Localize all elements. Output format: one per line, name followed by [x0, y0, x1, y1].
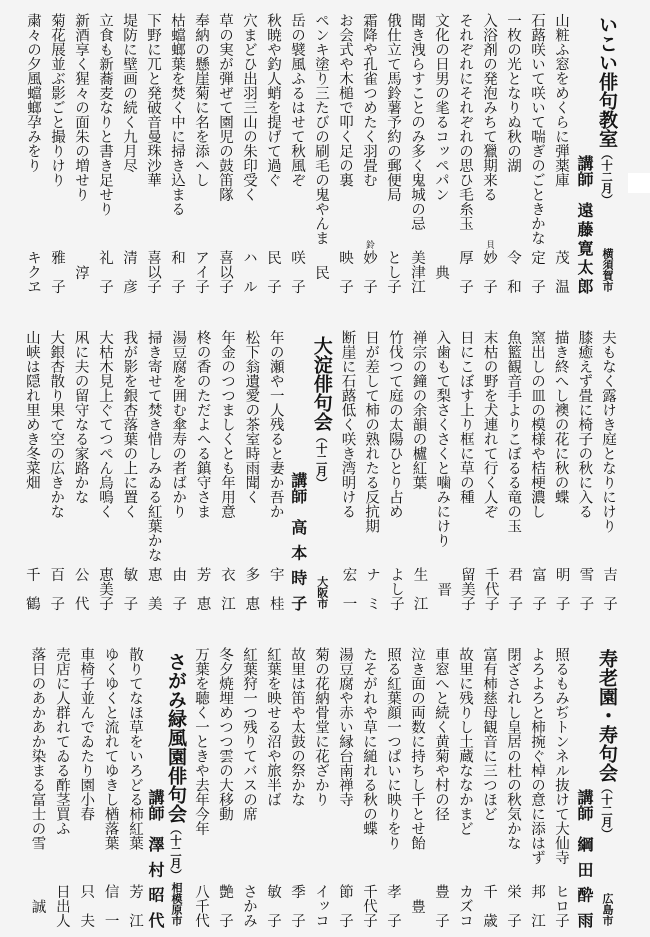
- poem-text: 岳の襞風ふるはせて秋風ぞ: [289, 13, 305, 187]
- poem-column: [166, 329, 190, 611]
- poem-author: 和 子: [169, 250, 185, 294]
- poem-author: 雪 子: [577, 567, 594, 611]
- poem-column: [93, 12, 117, 294]
- poem-column: [478, 329, 502, 611]
- poem-text: 下野に兀と発破音曼珠沙華: [145, 13, 161, 187]
- poem-column: [117, 329, 141, 611]
- poem-text: 冬夕焼埋めつつ雲の大移動: [217, 647, 233, 821]
- group-month: （十二月）: [314, 431, 329, 489]
- poem-column: [405, 646, 429, 928]
- poem-text: 我が影を銀杏落葉の上に置く: [121, 330, 138, 519]
- poem-author: キクヱ: [25, 250, 41, 294]
- poem-column: [429, 646, 453, 928]
- poem-author: さかみ: [241, 884, 257, 928]
- poem-text: 故里に残りし土蔵ななかまど: [457, 647, 473, 836]
- poem-column: [93, 329, 117, 611]
- poem-author: 百 子: [48, 567, 65, 611]
- poem-column: [68, 329, 92, 611]
- poem-author: 恵 美: [145, 567, 162, 611]
- poem-author: 由 子: [170, 567, 187, 611]
- poem-text: 立食も新蕎麦なりと書き足せり: [97, 13, 113, 216]
- poem-column: [309, 646, 333, 928]
- poem-author: 只 夫: [78, 884, 95, 928]
- poem-author: 喜以子: [217, 250, 233, 294]
- poem-column: [383, 329, 407, 611]
- poem-text: 柊の香のただよへる鎮守さま: [194, 330, 211, 519]
- poem-column: [525, 12, 549, 294]
- poem-author: 茂 温: [553, 250, 569, 294]
- poem-text: 新酒享く猩々の面朱の増せり: [73, 13, 89, 202]
- poem-text: 日が差して柿の熟れたる反抗期: [363, 330, 380, 533]
- poem-author: 豊: [409, 898, 425, 914]
- poem-column: [21, 12, 45, 294]
- poem-column: [502, 329, 526, 611]
- poem-author: 淳: [73, 264, 89, 280]
- poem-text: 散りてなほ草をいろどる柿紅葉: [127, 647, 143, 850]
- poem-text: 奉納の懸崖菊に名を添へし: [193, 13, 209, 187]
- poem-text: 入浴剤の発泡みちて獵期来る: [481, 13, 497, 202]
- poem-author: 美津江: [409, 250, 425, 294]
- poem-column: [596, 329, 620, 611]
- poem-text: 夫もなく露けき庭となりにけり: [600, 330, 616, 533]
- poem-column: [525, 646, 549, 928]
- poem-author: 民: [313, 264, 329, 280]
- poem-author: 豊 子: [433, 884, 449, 928]
- poem-column: [357, 646, 381, 928]
- poem-text: 照るもみぢトンネル抜けて大仙寺: [553, 647, 569, 865]
- poem-text: 照る紅葉顔一つぱいに映りをり: [385, 647, 401, 850]
- poem-column: [549, 12, 573, 294]
- poem-column: [357, 12, 381, 294]
- poem-author: 君 子: [506, 567, 523, 611]
- group-instructor-jurouen: [573, 646, 595, 928]
- poem-text: ペンキ塗り三たびの刷毛の鬼やんま: [313, 13, 329, 245]
- poem-author: 公 代: [72, 567, 89, 611]
- group-instructor-oyodo: [288, 329, 308, 611]
- poem-author: 清 彦: [121, 250, 137, 294]
- poem-author: 千代子: [482, 567, 499, 611]
- poem-text: 大銀杏散り果て空の広きかな: [48, 330, 65, 519]
- poem-column: [189, 12, 213, 294]
- poem-column: [141, 329, 165, 611]
- poem-text: 俄仕立て馬鈴薯予約の郵便局: [385, 13, 401, 202]
- poem-column: [285, 12, 309, 294]
- poem-column: [69, 12, 93, 294]
- poem-author: 恵美子: [97, 567, 114, 611]
- poem-column: [333, 646, 357, 928]
- poem-column: [453, 646, 477, 928]
- group-city: 横須賀市: [601, 248, 614, 292]
- poem-column: [25, 646, 49, 928]
- poem-column: [333, 12, 357, 294]
- poem-text: 魚籃観音手よりこぼるる竜の玉: [505, 330, 522, 533]
- poem-column: [261, 646, 285, 928]
- poem-text: 文化の日男の毟るコッペパン: [433, 13, 449, 202]
- poem-author: 芳 恵: [194, 567, 211, 611]
- group-title: さがみ緑風園俳句会: [165, 652, 187, 823]
- poem-column: [261, 12, 285, 294]
- group-month: （十二月）: [169, 823, 183, 881]
- group-heading-jurouen: [595, 646, 619, 928]
- poem-author: 妙 子: [481, 250, 497, 294]
- poem-text: 断崖に石蕗低く咲き湾明ける: [339, 330, 356, 519]
- poem-column: [213, 12, 237, 294]
- band-middle: [0, 329, 620, 611]
- poem-author: 芳 江: [127, 884, 143, 928]
- poem-column: [549, 646, 573, 928]
- poem-column: [429, 12, 453, 294]
- poem-author: カズコ: [457, 884, 473, 928]
- poem-column: [237, 12, 261, 294]
- poem-column: [189, 646, 213, 928]
- poem-author: とし子: [385, 250, 401, 294]
- poem-text: 富有柿慈母観音に三つほど: [481, 647, 497, 821]
- instructor-name: 高本時子: [288, 519, 308, 611]
- band-top: [0, 12, 619, 294]
- poem-column: [44, 329, 68, 611]
- poem-text: 売店に人群れてゐる酢茎買ふ: [53, 647, 70, 836]
- poem-author: 富 子: [529, 567, 546, 611]
- poem-author: 孝 子: [385, 884, 401, 928]
- poem-author: 栄 子: [505, 884, 521, 928]
- poem-text: お会式や木槌で叩く足の裏: [337, 13, 353, 187]
- poem-column: [165, 12, 189, 294]
- poem-text: 山粧ふ窓をめくらに弾薬庫: [553, 13, 569, 187]
- poem-text: たそがれや草に縋れる秋の蝶: [361, 647, 377, 836]
- poem-column: [19, 329, 43, 611]
- poem-column: [237, 646, 261, 928]
- poem-column: [431, 329, 455, 611]
- poem-column: [381, 646, 405, 928]
- poem-text: ゆくゆくと流れてゆきし楢落葉: [102, 647, 119, 850]
- poem-text: 堤防に壁画の続く九月尽: [121, 13, 137, 173]
- poem-text: 秋暁や釣人蛸を提げて過ぐ: [265, 13, 281, 187]
- poem-column: [239, 329, 263, 611]
- author-annotation: 鈴: [364, 240, 374, 249]
- poem-author: 雅 子: [49, 250, 65, 294]
- poem-author: 八千代: [193, 884, 209, 928]
- group-heading-oyodo: [308, 329, 336, 611]
- poem-author: ナ ミ: [364, 567, 381, 611]
- poem-column: [381, 12, 405, 294]
- poem-author: 定 子: [529, 250, 545, 294]
- poem-text: 竹伐つて庭の太陽ひとり占め: [386, 330, 403, 519]
- poem-author: 季 子: [289, 884, 305, 928]
- poem-author: 多 恵: [243, 567, 260, 611]
- poem-author: イッコ: [313, 884, 329, 928]
- poem-text: 掃き寄せて焚き惜しみゐる紅葉かな: [145, 330, 162, 562]
- poem-author: 千代子: [361, 884, 377, 928]
- poem-text: 窯出しの皿の模様や桔梗濃し: [528, 330, 545, 519]
- poem-text: 山峡は隠れ里めき冬菜畑: [23, 330, 40, 490]
- poem-text: 松下翁遺愛の茶室時雨聞く: [243, 330, 260, 504]
- poem-author: よし子: [387, 567, 404, 611]
- poem-author: 民 子: [265, 250, 281, 294]
- group-heading-sagami: [163, 646, 189, 928]
- poem-text: 末枯の野を犬連れて行く人ぞ: [481, 330, 498, 519]
- author-annotation: 貝: [484, 240, 494, 249]
- poem-text: よろよろと柿捥ぐ棹の意に添はず: [529, 647, 545, 865]
- poem-text: 凩に夫の留守なる家路かな: [72, 330, 89, 504]
- poem-text: 閉ざされし皇居の杜の秋気かな: [505, 647, 521, 850]
- poem-author: 敏 子: [121, 567, 138, 611]
- poem-author: 喜以子: [145, 250, 161, 294]
- poem-author: 千 歳: [481, 884, 497, 928]
- poem-author: 令 和: [505, 250, 521, 294]
- poem-author: 典: [433, 264, 449, 280]
- poem-text: 菊花展並ぶ影ごと撮りけり: [49, 13, 65, 187]
- poem-column: [215, 329, 239, 611]
- poem-author: 明 子: [553, 567, 570, 611]
- poem-text: 草の実が弾ぜて園児の鼓笛隊: [217, 13, 233, 202]
- poem-column: [359, 329, 383, 611]
- poem-text: 描き終へし襖の花に秋の蝶: [552, 330, 569, 504]
- poem-column: [477, 12, 501, 294]
- poem-column: [285, 646, 309, 928]
- poem-column: [117, 12, 141, 294]
- poem-column: [190, 329, 214, 611]
- poem-author: 敏 子: [265, 884, 281, 928]
- poem-text: 菊の花納骨堂に花ざかり: [313, 647, 329, 807]
- group-title: いこい俳句教室: [596, 15, 618, 148]
- instructor-name: 綱田酔雨: [575, 836, 594, 928]
- group-instructor-ikoi: [573, 12, 595, 294]
- poem-text: 枯蟷螂葉を焚く中に掃き込まる: [169, 13, 185, 216]
- poem-column: [98, 646, 122, 928]
- poem-column: [263, 329, 287, 611]
- scan-artifact: [628, 173, 650, 193]
- poem-text: 膝癒えず畳に椅子の秋に入る: [576, 330, 593, 519]
- poem-text: 大枯木見上ぐてつぺん烏鳴く: [97, 330, 114, 519]
- poem-author: 宏 一: [340, 567, 357, 611]
- poem-text: 年金のつつましくとも年用意: [218, 330, 235, 519]
- poem-author: 生 江: [411, 567, 428, 611]
- poem-text: 万葉を聴く一ときや去年今年: [193, 647, 209, 836]
- group-month: （十二月）: [600, 148, 614, 206]
- band-bottom: [0, 646, 619, 928]
- poem-text: 聞き洩らすことのみ多く鬼城の忌: [409, 13, 425, 231]
- group-title: 寿老園・寿句会: [596, 649, 618, 782]
- poem-text: 一枚の光となりぬ秋の湖: [505, 13, 521, 173]
- poem-text: 湯豆腐を囲む傘寿の者ばかり: [170, 330, 187, 519]
- group-title: 大淀俳句会: [310, 336, 333, 431]
- poem-author: 衣 江: [218, 567, 235, 611]
- poem-column: [123, 646, 147, 928]
- poem-author: 誠: [29, 898, 46, 914]
- poem-column: [501, 12, 525, 294]
- poem-author: 艶 子: [217, 884, 233, 928]
- poem-author: 留美子: [458, 567, 475, 611]
- instructor-label: 講師: [575, 155, 594, 187]
- poem-text: 年の瀬や一人残ると妻か吾か: [267, 330, 284, 519]
- instructor-label: 講師: [146, 789, 165, 821]
- poem-author: ハ ル: [241, 250, 257, 294]
- poem-column: [336, 329, 360, 611]
- poem-column: [407, 329, 431, 611]
- poem-text: 湯豆腐や赤い縁台南禅寺: [337, 647, 353, 807]
- poem-column: [454, 329, 478, 611]
- poem-author: 信 一: [102, 884, 119, 928]
- poem-author: 吉 子: [601, 567, 617, 611]
- poem-text: 入歯もて梨さくさくと噛みにけり: [434, 330, 451, 548]
- poem-text: 日にこぼす上り框に草の種: [457, 330, 474, 504]
- poem-column: [49, 646, 73, 928]
- group-city: 大阪市: [315, 576, 329, 609]
- poem-column: [549, 329, 573, 611]
- poem-author: 映 子: [337, 250, 353, 294]
- poem-text: それぞれにそれぞれの思ひ毛糸玉: [457, 13, 473, 231]
- poem-author: 晋: [435, 581, 452, 597]
- group-instructor-sagami: [147, 646, 163, 928]
- poem-column: [501, 646, 525, 928]
- poem-text: 紅葉を映せる沼や旅半ば: [265, 647, 281, 807]
- poem-author: 節 子: [337, 884, 353, 928]
- poem-column: [525, 329, 549, 611]
- poem-author: 咲 子: [289, 250, 305, 294]
- poem-column: [74, 646, 98, 928]
- group-heading-ikoi: [595, 12, 619, 294]
- poem-text: 車椅子並んでゐたり園小春: [78, 647, 95, 821]
- instructor-name: 澤村昭代: [146, 836, 165, 928]
- poem-author: 厚 子: [457, 250, 473, 294]
- poem-column: [141, 12, 165, 294]
- poem-text: 禅宗の鐘の余韻の櫨紅葉: [410, 330, 427, 490]
- poem-column: [573, 329, 597, 611]
- poem-author: 宇 桂: [267, 567, 284, 611]
- poem-author: 邦 江: [529, 884, 545, 928]
- poem-text: 落日のあかあか染まる富士の雪: [29, 647, 46, 850]
- instructor-label: 講師: [288, 472, 308, 504]
- poem-text: 故里は笛や太鼓の祭かな: [289, 647, 305, 807]
- poem-text: 穴まどひ出羽三山の朱印受く: [241, 13, 257, 202]
- group-month: （十二月）: [600, 782, 614, 840]
- poem-text: 泣き面の両数に持ちし千とせ飴: [409, 647, 425, 850]
- poem-text: 霜降や孔雀つめたく羽畳む: [361, 13, 377, 187]
- poem-column: [309, 12, 333, 294]
- poem-column: [45, 12, 69, 294]
- poem-author: アイ子: [193, 250, 209, 294]
- instructor-label: 講師: [575, 789, 594, 821]
- group-city: 相模原市: [170, 882, 183, 926]
- poem-author: 妙 子: [361, 250, 377, 294]
- poem-column: [405, 12, 429, 294]
- group-city: 広島市: [601, 893, 614, 926]
- poem-author: ヒロ子: [553, 884, 569, 928]
- poem-column: [213, 646, 237, 928]
- poem-author: 日出人: [53, 884, 70, 928]
- poem-text: 紅葉狩一つ残りてバスの席: [241, 647, 257, 821]
- poem-column: [477, 646, 501, 928]
- instructor-name: 遠藤寛太郎: [575, 202, 594, 294]
- poem-author: 千 鶴: [23, 567, 40, 611]
- poem-text: 石蕗咲いて咲いて喘ぎのごときかな: [529, 13, 545, 245]
- poem-author: 礼 子: [97, 250, 113, 294]
- poem-text: 粛々の夕風蟷螂孕みをり: [25, 13, 41, 173]
- poem-text: 車窓へと続く黄菊や村の径: [433, 647, 449, 821]
- poem-column: [453, 12, 477, 294]
